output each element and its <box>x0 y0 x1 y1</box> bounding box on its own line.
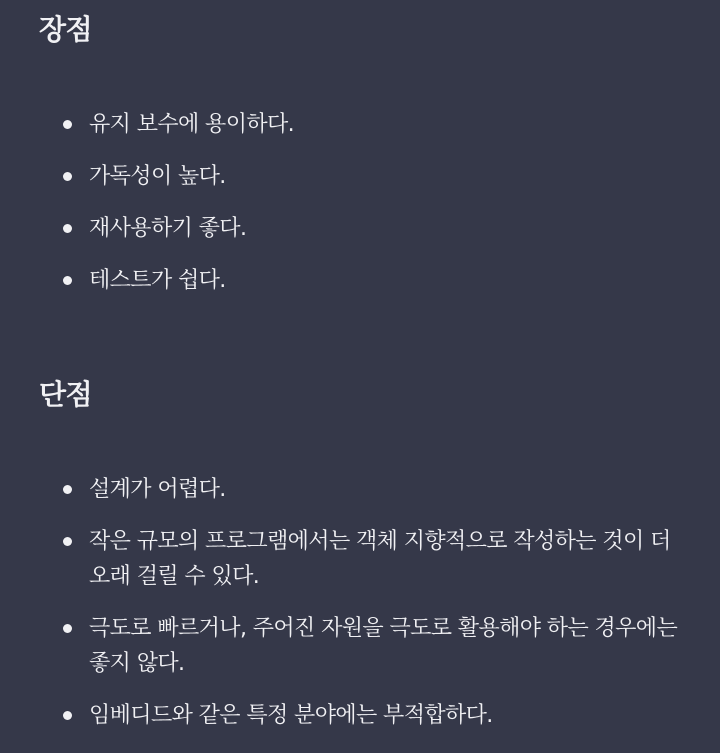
cons-heading: 단점 <box>39 378 93 411</box>
list-item: 임베디드와 같은 특정 분야에는 부적합하다. <box>39 698 680 733</box>
list-item: 테스트가 쉽다. <box>39 263 680 298</box>
cons-list <box>39 472 680 733</box>
cons-section <box>39 375 680 733</box>
pros-list <box>39 107 680 298</box>
list-item: 유지 보수에 용이하다. <box>39 107 680 142</box>
list-item: 작은 규모의 프로그램에서는 객체 지향적으로 작성하는 것이 더 오래 걸릴 수 있다. <box>39 524 680 594</box>
list-item: 가독성이 높다. <box>39 159 680 194</box>
list-item: 설계가 어렵다. <box>39 472 680 507</box>
pros-heading: 장점 <box>39 13 93 46</box>
list-item: 극도로 빠르거나, 주어진 자원을 극도로 활용해야 하는 경우에는 좋지 않다. <box>39 611 680 681</box>
pros-section <box>39 10 680 298</box>
list-item: 재사용하기 좋다. <box>39 211 680 246</box>
